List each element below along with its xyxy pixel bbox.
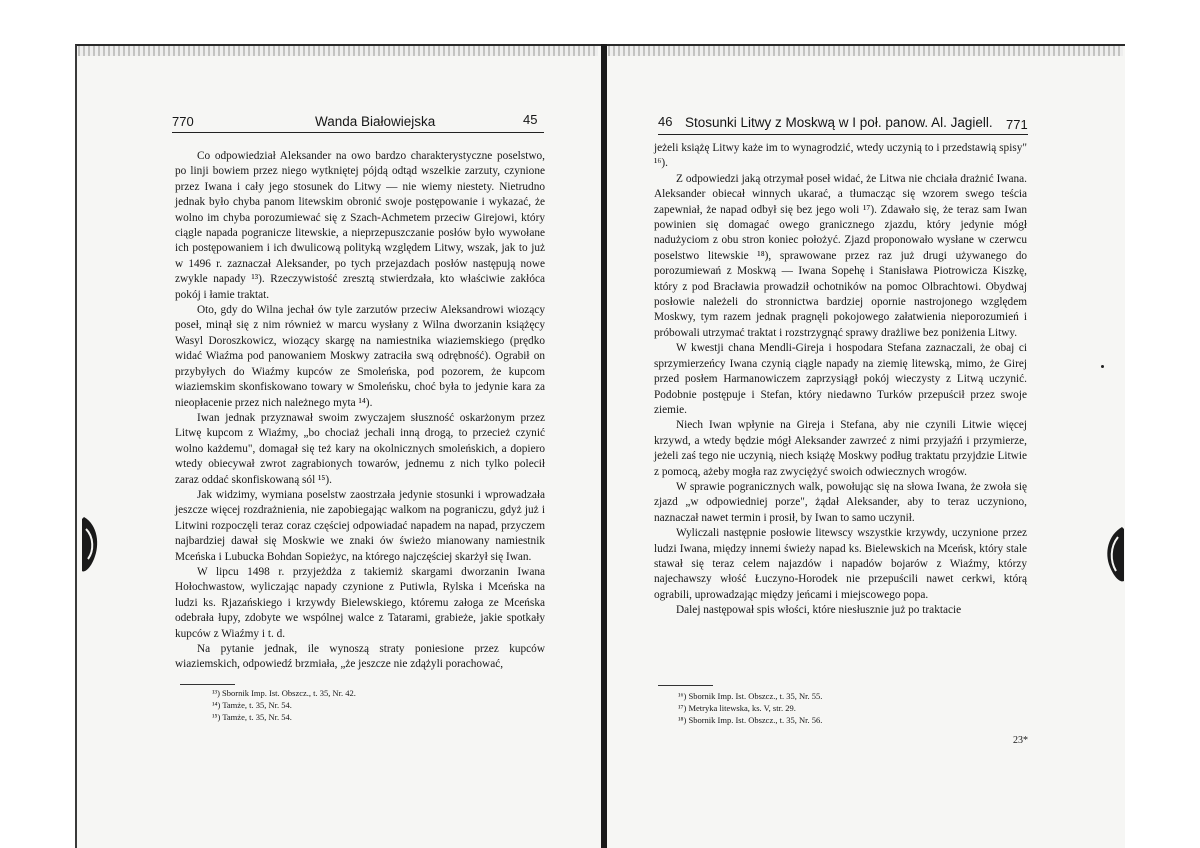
binder-clip-left (80, 515, 102, 575)
left-paragraph-5: W lipcu 1498 r. przyjeżdża z takiemiż skargami dworzanin Iwana Hołochwastow, wyliczając napady czynione z Putiwla, Rylska i Mceńska na ludzi ks. Rjazańskiego i krzywdy Bielewskiego, któremu załoga ze Mceńska odebrała łupy, zdobyte we wspólnej walce z Tatarami, grabieże, jakie spotkały kupców z Wiaźmy i t. d. (175, 565, 545, 640)
right-paragraph-3: W kwestji chana Mendli-Gireja i hospodara Stefana zaznaczali, że obaj ci sprzymierzeńcy Iwana czynią ciągle napady na ziemię litewską, mimo, że Girej przed posłem Harmanowiczem zaprzysiągł pokój wieczysty z Litwą uczynić. Podobnie postępuje i Stefan, który niedawno Turków przepuścił przez swoje ziemie. (654, 342, 1027, 416)
right-header-rule (658, 134, 1028, 135)
left-page-number: 770 (172, 114, 194, 129)
left-footnote-rule (180, 684, 235, 685)
left-paragraph-2: Oto, gdy do Wilna jechał ów tyle zarzutów przeciw Aleksandrowi wiozący poseł, minął się z nim również w marcu wysłany z Wilna dworzanin książęcy Wasyl Doroszkowicz, wiozący skargę na namiestnika wiaziemskiego (prędko widać Wiaźma pod panowaniem Moskwy zatraciła swą odrębność). Ograbił on przybyłych do Wiaźmy kupców ze Smoleńska, pod pozorem, że kupcom wiaziemskim skonfiskowano towary w Smoleńsku, choć była to jedynie kara za nieopłacenie przez nich należnego myta ¹⁴). (175, 304, 545, 409)
right-paragraph-4: Niech Iwan wpłynie na Gireja i Stefana, aby nie czynili Litwie więcej krzywd, a wtedy będzie mógł Aleksander zawrzeć z nimi przyjaźń i przymierze, jeżeli zaś tego nie uczynią, niech książę Moskwy podług traktatu przyjdzie Litwie z pomocą, ażeby mogła raz zwyciężyć swoich odwiecznych wrogów. (654, 419, 1027, 478)
left-footnote-13: ¹³) Sbornik Imp. Ist. Obszcz., t. 35, Nr. 42. (212, 688, 356, 698)
left-footnote-14: ¹⁴) Tamże, t. 35, Nr. 54. (212, 700, 292, 710)
right-paragraph-5: W sprawie pogranicznych walk, powołując się na słowa Iwana, że zwoła się zjazd „w odpowiedniej porze", żądał Aleksander, aby to teraz uczyniono, naznaczał nawet termin i prosił, by Iwan to samo uczynił. (654, 480, 1027, 524)
scan-top-band-right (608, 46, 1123, 56)
right-paragraph-7: Dalej następował spis włości, które niesłusznie już po traktacie (676, 604, 962, 617)
left-paragraph-1: Co odpowiedział Aleksander na owo bardzo charakterystyczne poselstwo, po linji bowiem przez niego wytkniętej pójdą odtąd wszelkie zarzuty, czynione przez Iwana i cały jego stosunek do Litwy — nie wiemy niestety. Nietrudno jednak było chyba panom litewskim obronić swoje postępowanie i wykazać, że wolno im chyba porozumiewać się z Szach-Achmetem przeciw Girejowi, który ciągle napada pogranicze litewskie, a nieprzepuszczanie posłów było wywołane ich postępowaniem i ich dwulicową polityką względem Litwy, wszak, jak to już w 1496 r. zaznaczał Aleksander, po tych przejazdach posłów następują nowe zwykle napady ¹³). Rzeczywistość zresztą stwierdzała, kto właściwie zakłóca pokój i łamie traktat. (175, 150, 545, 301)
scan-top-band-left (78, 46, 598, 56)
right-footnote-16: ¹⁶) Sbornik Imp. Ist. Obszcz., t. 35, Nr. 55. (678, 691, 823, 701)
left-running-head: Wanda Białowiejska (315, 114, 436, 129)
left-inner-page-number: 45 (523, 112, 538, 127)
right-paragraph-1: jeżeli książę Litwy każe im to wynagrodzić, wtedy uczynią to i przedstawią spisy" ¹⁶). (654, 142, 1027, 170)
right-page-number: 771 (1006, 117, 1028, 132)
binder-clip-right (1100, 525, 1126, 585)
left-paragraph-4: Jak widzimy, wymiana poselstw zaostrzała jedynie stosunki i wprowadzała jeszcze więcej rozdrażnienia, nie zapobiegając walkom na pograniczu, gdyż już i Litwini rozpoczęli teraz coraz częściej odpowiadać napadem na napad, przyczem najbardziej dawał się Moskwie we znaki ów świeżo mianowany namiestnik Mceńska i Lubucka Bohdan Sopieżyc, na którego najczęściej skarżył się Iwan. (175, 488, 545, 563)
right-footnote-18: ¹⁸) Sbornik Imp. Ist. Obszcz., t. 35, Nr. 56. (678, 715, 823, 725)
book-gutter (601, 44, 607, 848)
left-paragraph-6: Na pytanie jednak, ile wynoszą straty poniesione przez kupców wiaziemskich, odpowiedź brzmiała, „że jeszcze nie zdążyli porachować, (175, 643, 545, 671)
right-paragraph-6: Wyliczali następnie posłowie litewscy wszystkie krzywdy, uczynione przez ludzi Iwana, między innemi świeży napad ks. Bielewskich na Mceńsk, który stale stawał się teraz celem najazdów i napadów bojarów z Wiaźmy, którzy najechawszy włość Łuczyno-Horodek nie przepuścili nawet cerkwi, którą ograbili, uprowadzając między jeńcami i miejscowego popa. (654, 527, 1027, 601)
left-footnote-15: ¹⁵) Tamże, t. 35, Nr. 54. (212, 712, 292, 722)
right-running-head: Stosunki Litwy z Moskwą w I poł. panow. Al. Jagiell. (685, 115, 993, 130)
right-footnote-17: ¹⁷) Metryka litewska, ks. V, str. 29. (678, 703, 796, 713)
scan-speck (1101, 365, 1104, 368)
right-paragraph-2: Z odpowiedzi jaką otrzymał poseł widać, że Litwa nie chciała drażnić Iwana. Aleksander obiecał winnych ukarać, a tłumacząc się wzorem swego teścia zapewniał, że napad odbył się bez jego woli ¹⁷). Zdawało się, że teraz sam Iwan powinien się domagać owego granicznego zjazdu, który jedynie mógł nadużyciom z obu stron koniec położyć. Zjazd proponowało wysłane w czerwcu poselstwo litewskie ¹⁸), sprawowane przez raz już drugi używanego do porozumiewań z Moskwą — Iwana Sopehę i Stanisława Piotrowicza Kiszkę, który z pod Bracławia prowadził ochotników na pomoc Olbrachtowi. Obydwaj posłowie należeli do stronnictwa bardziej opornie nastrojonego względem Moskwy, tym razem jednak pragnęli pokojowego załatwienia nieporozumień i próbowali utrzymać traktat i rozstrzygnąć sprawy drażliwe bez poniżenia Litwy. (654, 172, 1027, 339)
left-footnotes (212, 687, 512, 723)
right-inner-page-number: 46 (658, 114, 673, 129)
left-body-text (175, 149, 545, 673)
left-paragraph-3: Iwan jednak przyznawał swoim zwyczajem słuszność oskarżonym przez Litwę kupcom z Wiaźmy, „bo chociaż jechali inną drogą, to przecież czynić wolno każdemu", domagał się też kary na okolnicznych smoleńskich, a dopiero wtedy obiecywał zwrot zagrabionych towarów, jednemu z nich tylko polecił zaraz oddać skonfiskowaną sól ¹⁵). (175, 411, 545, 486)
right-footnote-rule (658, 685, 713, 686)
right-footnotes (678, 690, 978, 726)
right-body-text (654, 141, 1027, 619)
signature-mark: 23* (1013, 735, 1028, 746)
left-header-rule (172, 132, 544, 133)
